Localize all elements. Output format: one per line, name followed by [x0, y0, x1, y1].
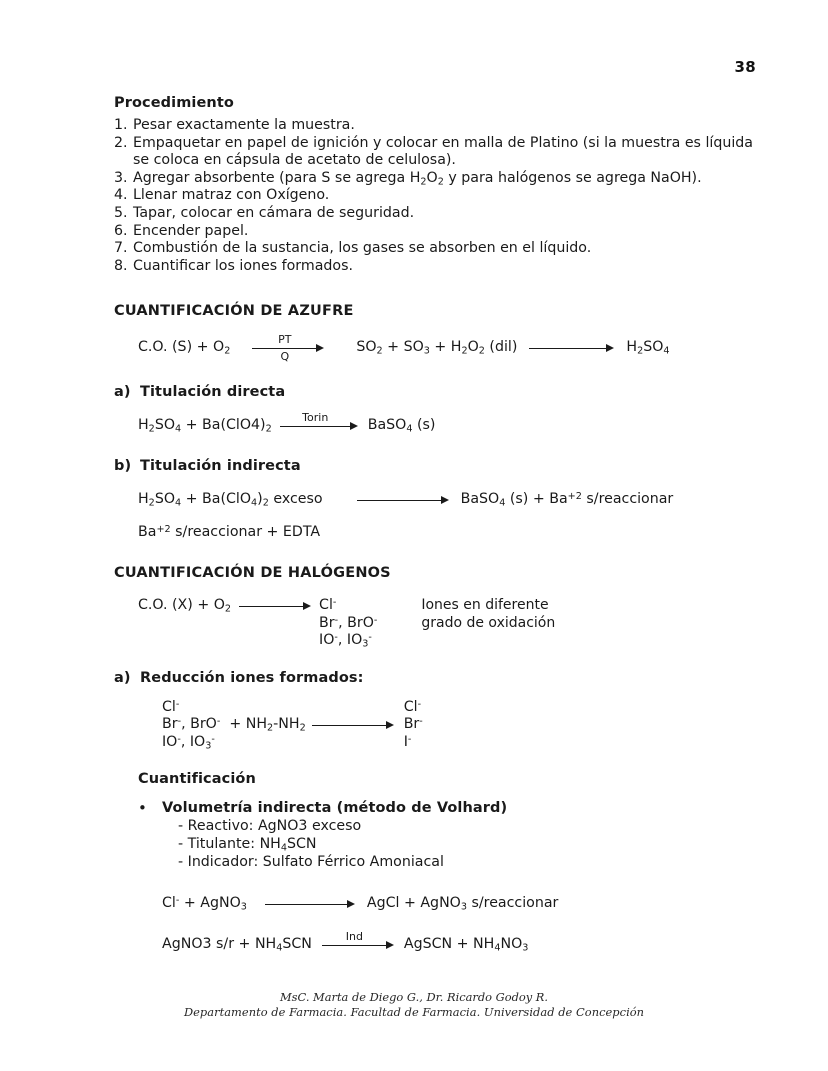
- equation-left-term: $H_2SO_4 + Ba(ClO4)_2$: [138, 417, 272, 436]
- subsection-title: Reducción iones formados:: [140, 669, 364, 686]
- list-item-text: Tapar, colocar en cámara de seguridad.: [133, 204, 415, 221]
- detail-line: - Titulante: $NH_4SCN$: [178, 836, 317, 855]
- edta-equation: [114, 524, 764, 541]
- arrow-label-above: PT: [278, 332, 292, 346]
- list-item: [114, 187, 764, 205]
- page-number: 38: [734, 58, 756, 76]
- arrow-label-below: Q: [280, 349, 290, 363]
- equation-left-term: $Ba^{+2}$ s/reaccionar + EDTA: [138, 524, 321, 541]
- reaction-arrow-icon: [322, 929, 394, 953]
- reaction-arrow-icon: [265, 895, 355, 912]
- list-item-text: Empaquetar en papel de ignición y colocar en malla de Platino (si la muestra es líquida se coloca en cápsula de acetato de celulosa).: [133, 134, 753, 169]
- product-ion: Br-, BrO-: [319, 614, 378, 631]
- reaction-arrow-icon: [280, 410, 358, 434]
- product-ion: Cl-: [403, 698, 422, 715]
- footer-authors: MsC. Marta de Diego G., Dr. Ricardo Godoy R.: [280, 990, 548, 1004]
- equation-left-term: C.O. $(X) + O_2$: [138, 597, 232, 616]
- reduccion-reactants-list: [162, 699, 306, 752]
- arrow-label-above: Torin: [302, 410, 329, 424]
- reduccion-products-list: [404, 699, 423, 752]
- procedimiento-heading: Procedimiento: [114, 95, 234, 111]
- equation-right-term: AgSCN + $NH_4NO_3$: [403, 936, 529, 955]
- list-item: [114, 240, 764, 258]
- volhard-bullet-label: Volumetría indirecta (método de Volhard): [162, 800, 508, 817]
- azufre-heading: CUANTIFICACIÓN DE AZUFRE: [114, 303, 354, 320]
- product-ion: Cl-: [319, 597, 337, 614]
- reaction-arrow-icon: [239, 597, 311, 615]
- note-line: grado de oxidación: [421, 614, 556, 631]
- list-item: [114, 135, 764, 170]
- list-item-number: 4.: [114, 187, 128, 204]
- note-line: Iones en diferente: [421, 597, 549, 614]
- titulacion-directa-equation: [114, 410, 764, 436]
- bullet-icon: •: [138, 799, 147, 818]
- halogen-products-list: [319, 597, 377, 650]
- reaction-arrow-icon: [529, 339, 614, 356]
- footer-affiliation: Departamento de Farmacia. Facultad de Farmacia. Universidad de Concepción: [183, 1004, 645, 1019]
- equation-left-term: $H_2SO_4 + Ba(ClO_4)_2$ exceso: [138, 491, 323, 510]
- volhard-equation-1: [114, 895, 764, 912]
- equation-left-term: Cl- + AgNO$_3$: [162, 895, 247, 914]
- list-item-number: 8.: [114, 257, 128, 274]
- subsection-label: a): [114, 384, 131, 401]
- subsection-a-reduccion: [114, 670, 764, 687]
- list-item-text: Agregar absorbente (para S se agrega $H_2O_2$ y para halógenos se agrega NaOH).: [133, 169, 702, 188]
- list-item-text: Llenar matraz con Oxígeno.: [133, 187, 330, 204]
- list-item-text: Cuantificar los iones formados.: [133, 257, 353, 274]
- equation-right-term: $H_2SO_4$: [626, 339, 670, 358]
- list-item-text: Encender papel.: [133, 222, 249, 239]
- reaction-arrow-icon: [357, 491, 449, 508]
- subsection-label: a): [114, 669, 131, 686]
- halogenos-heading: CUANTIFICACIÓN DE HALÓGENOS: [114, 565, 391, 582]
- volhard-details-list: [114, 817, 764, 871]
- list-item: [114, 205, 764, 223]
- page-footer: [0, 990, 828, 1019]
- volhard-equation-2: [114, 929, 764, 955]
- equation-left-term: AgNO3 $s/r + NH_4SCN$: [162, 936, 312, 955]
- equation-right-term: BaSO$_4$ (s): [367, 417, 436, 436]
- list-item-number: 1.: [114, 117, 128, 133]
- reactant-ion: Cl-: [162, 698, 180, 715]
- list-item-number: 7.: [114, 240, 128, 257]
- list-item: [114, 258, 764, 276]
- halogenos-equation: [114, 597, 764, 650]
- detail-line: - Indicador: Sulfato Férrico Amoniacal: [178, 854, 444, 871]
- list-item-text: Pesar exactamente la muestra.: [133, 117, 355, 133]
- subsection-a-titulacion-directa: [114, 384, 764, 401]
- equation-right-term: BaSO$_4$ $(s) + Ba^{+2}$ s/reaccionar: [460, 491, 674, 510]
- halogen-note: [421, 597, 555, 632]
- reaction-arrow-icon: [312, 716, 394, 734]
- list-item-text: Combustión de la sustancia, los gases se absorben en el líquido.: [133, 240, 592, 257]
- list-item-number: 2.: [114, 134, 128, 151]
- product-ion: Br-: [403, 716, 423, 733]
- equation-middle-term: $SO_2 + SO_3 + H_2O_2$ (dil): [356, 339, 518, 358]
- list-item-number: 5.: [114, 204, 128, 221]
- reaction-arrow-icon: [252, 332, 324, 363]
- reduccion-equation: [114, 699, 764, 752]
- reactant-ion: Br-, $BrO^- + NH_2-NH_2$: [162, 716, 306, 735]
- azufre-equation: [114, 332, 764, 363]
- reactant-ion: IO-, $IO_3^-$: [162, 733, 215, 752]
- product-ion: IO-, $IO_3^-$: [319, 632, 372, 651]
- procedure-list: [114, 117, 764, 275]
- list-item-number: 6.: [114, 222, 128, 239]
- subsection-label: b): [114, 458, 132, 475]
- subsection-title: Titulación indirecta: [140, 458, 301, 475]
- product-ion: I-: [403, 733, 412, 750]
- subsection-b-titulacion-indirecta: [114, 458, 764, 475]
- list-item-number: 3.: [114, 169, 128, 186]
- list-item: [114, 170, 764, 188]
- titulacion-indirecta-equation: [114, 491, 764, 508]
- arrow-label-above: Ind: [345, 929, 363, 943]
- volhard-bullet-item: [114, 799, 764, 817]
- list-item: [114, 223, 764, 241]
- equation-right-term: AgCl + AgNO$_3$ s/reaccionar: [366, 895, 559, 914]
- cuantificacion-heading: Cuantificación: [138, 771, 256, 788]
- document-content: [114, 95, 764, 953]
- list-item: [114, 117, 764, 135]
- detail-line: - Reactivo: AgNO3 exceso: [178, 818, 362, 835]
- equation-left-term: C.O. $(S) + O_2$: [138, 339, 231, 358]
- subsection-title: Titulación directa: [140, 384, 286, 401]
